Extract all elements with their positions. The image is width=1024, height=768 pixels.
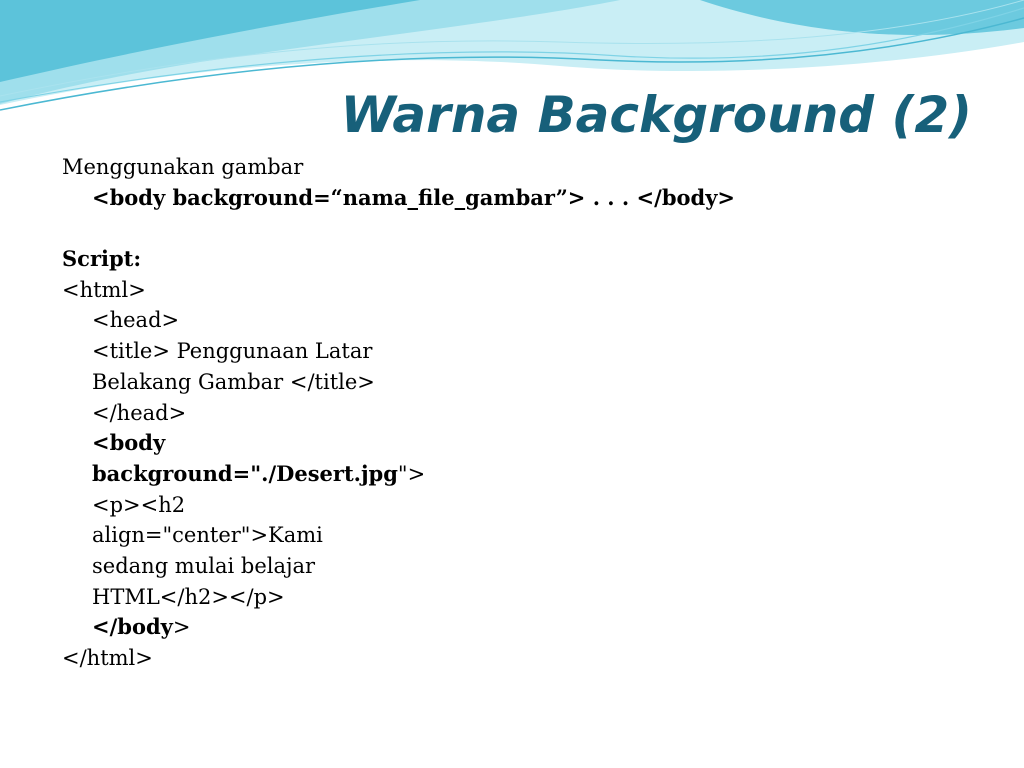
code-p-line-2: align="center">Kami: [92, 523, 323, 548]
code-body-attr: background="./Desert.jpg: [92, 460, 398, 486]
code-body-open-2: [62, 459, 962, 490]
code-body-attr-end: ">: [397, 461, 426, 486]
code-body-close-tag: </body: [92, 614, 173, 640]
code-body-close: [62, 612, 962, 643]
code-head-open: <head>: [92, 308, 180, 333]
code-p-line-1: <p><h2: [92, 492, 186, 517]
code-html-close: </html>: [62, 646, 153, 670]
blank-line: [62, 213, 962, 244]
script-label: Script:: [62, 246, 142, 272]
slide-title: Warna Background (2): [340, 86, 972, 144]
code-title-line-2: Belakang Gambar </title>: [92, 369, 375, 394]
code-body-close-end: >: [172, 615, 191, 640]
syntax-example: <body background=“nama_file_gambar”> . . . </body>: [92, 184, 735, 210]
code-p-line-4: HTML</h2></p>: [92, 584, 285, 609]
intro-text: Menggunakan gambar: [62, 155, 304, 179]
code-p-line-3: sedang mulai belajar: [92, 553, 316, 578]
code-body-open-1: <body: [92, 430, 166, 456]
code-head-close: </head>: [92, 400, 187, 425]
code-title-line-1: <title> Penggunaan Latar: [92, 339, 373, 364]
slide-body: [62, 152, 962, 674]
code-html-open: <html>: [62, 277, 146, 302]
